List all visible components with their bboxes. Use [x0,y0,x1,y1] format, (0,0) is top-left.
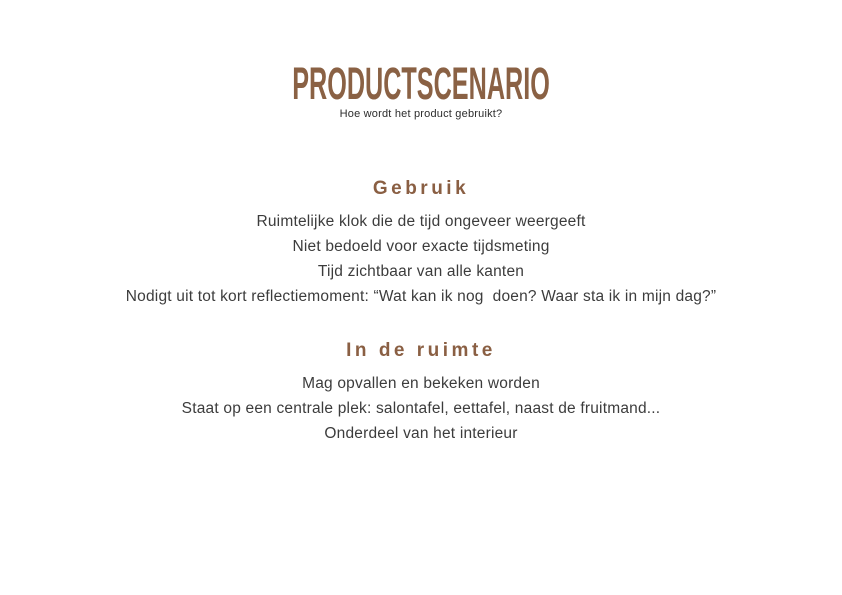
body-line: Onderdeel van het interieur [324,425,518,442]
page-title [0,0,842,109]
body-line: Ruimtelijke klok die de tijd ongeveer weergeeft [256,213,586,230]
page-title-text: PRODUCTSCENARIO [292,58,550,109]
body-line: Tijd zichtbaar van alle kanten [317,263,525,280]
body-line: Niet bedoeld voor exacte tijdsmeting [292,238,550,255]
page-subtitle: Hoe wordt het product gebruikt? [339,108,503,120]
section-heading-gebruik: Gebruik [372,178,470,199]
body-line: Nodigt uit tot kort reflectiemoment: “Wat kan ik nog doen? Waar sta ik in mijn dag?” [125,288,717,305]
section-in-de-ruimte [0,340,842,446]
section-heading-in-de-ruimte: In de ruimte [346,340,496,361]
body-line: Mag opvallen en bekeken worden [302,375,540,392]
body-line: Staat op een centrale plek: salontafel, eettafel, naast de fruitmand... [181,400,661,417]
section-gebruik [0,178,842,309]
